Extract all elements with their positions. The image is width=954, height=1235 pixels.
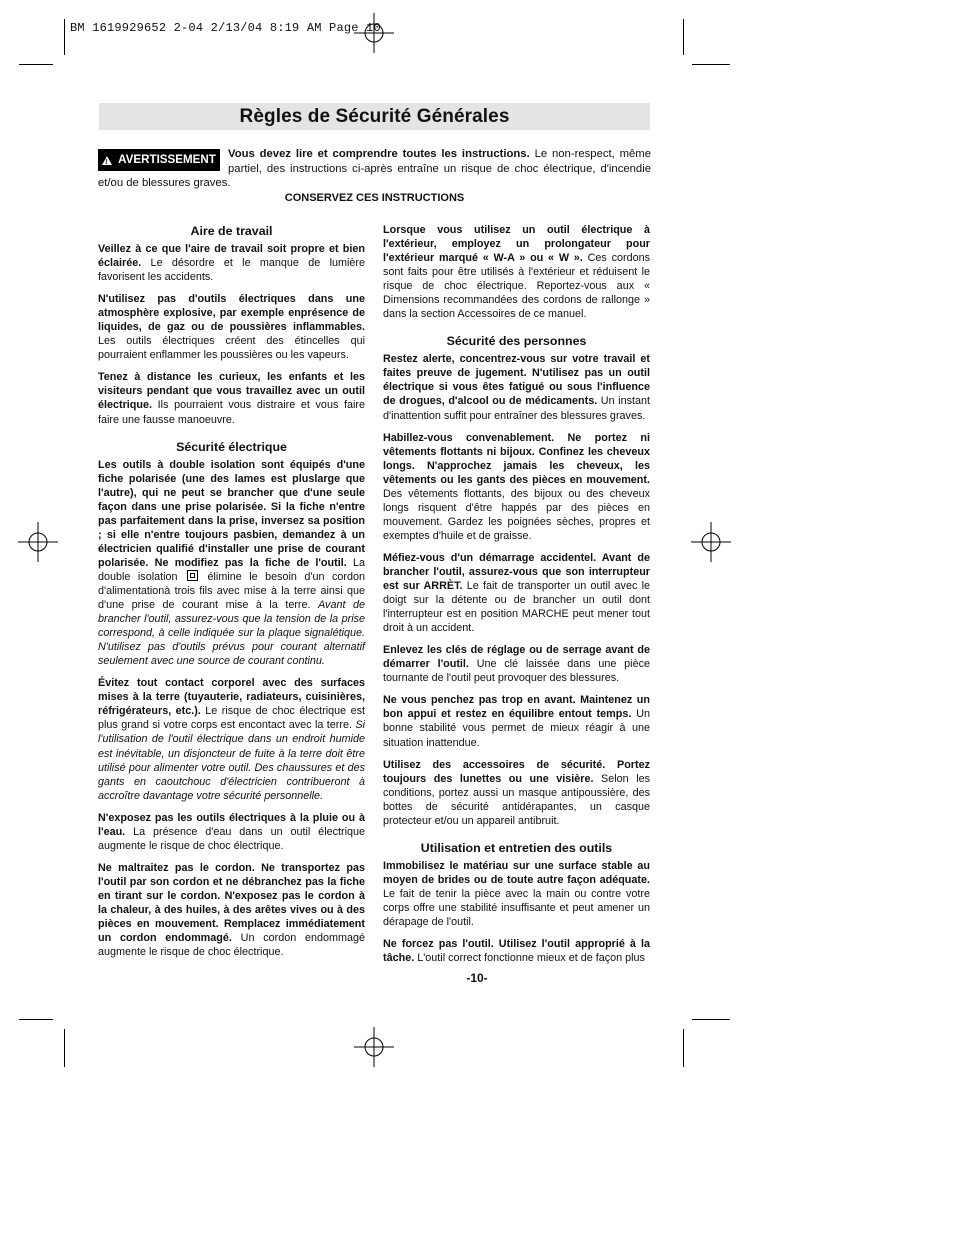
crop-mark-br-h — [692, 1019, 730, 1020]
paragraph: Les outils à double isolation sont équipés d'une fiche polarisée (une des lames est pluslarge que l'autre), qui ne peut se brancher que d'une seule façon dans une prise polarisée. Si la fiche n'entre pas parfaitement dans la prise, inversez sa position ; si elle n'entre toujours pasbien, demandez à un électricien qualifié d'installer une prise de courant polarisée. Ne modifiez pas la fiche de l'outil. La double isolation élimine le besoin d'un cordon d'alimentationà trois fils avec mise à la terre ainsi que d'une prise de courant mise à la terre. Avant de brancher l'outil, assurez-vous que la tension de la prise correspond, à celle indiquée sur la plaque signalétique. N'utilisez pas d'outils prévus pour courant alternatif seulement avec une source de courant continu. — [98, 458, 365, 668]
page-title: Règles de Sécurité Générales — [239, 105, 510, 127]
paragraph: Évitez tout contact corporel avec des surfaces mises à la terre (tuyauterie, radiateurs, cuisinières, réfrigérateurs, etc.). Le risque de choc électrique est plus grand si votre corps est encontact avec la terre. Si l'utilisation de l'outil électrique dans un endroit humide est inévitable, un disjoncteur de fuite à la terre doit être utilisé pour alimenter votre outil. Des chaussures et des gants en caoutchouc d'électricien contribueront à accroître davantage votre sécurité personnelle. — [98, 677, 365, 802]
registration-mark-top — [354, 13, 394, 53]
paragraph: Lorsque vous utilisez un outil électrique à l'extérieur, employez un prolongateur pour l'extérieur marqué « W-A » ou « W ». Ces cordons sont faits pour être utilisés à l'extérieur et réduisent le risque de choc électrique. Reportez-vous aux « Dimensions recommandées des cordons de rallonge » dans la section Accessoires de ce manuel. — [383, 224, 650, 321]
paragraph: Tenez à distance les curieux, les enfants et les visiteurs pendant que vous travaillez avec un outil électrique. Ils pourraient vous distraire et vous faire faire une fausse manoeuvre. — [98, 371, 365, 426]
warning-text: Le non-respect, même partiel, des instructions ci-après entraîne un risque de choc électrique, d'incendie et/ou de blessures graves. — [98, 148, 651, 190]
crop-mark-bl-v — [64, 1029, 65, 1067]
heading-personal-safety: Sécurité des personnes — [446, 334, 587, 349]
warning-triangle-icon — [102, 156, 112, 165]
keep-instructions: CONSERVEZ CES INSTRUCTIONS — [284, 192, 465, 204]
paragraph: Enlevez les clés de réglage ou de serrage avant de démarrer l'outil. Une clé laissée dans une pièce tournante de l'outil peut provoquer des blessures. — [383, 644, 650, 685]
paragraph: Restez alerte, concentrez-vous sur votre travail et faites preuve de jugement. N'utilisez pas un outil électrique si vous êtes fatigué ou sous l'influence de drogues, d'alcool ou de médicaments. Un instant d'inattention suffit pour entraîner des blessures graves. — [383, 353, 650, 422]
right-column — [383, 223, 650, 973]
crop-mark-tl-v — [64, 19, 65, 55]
heading-tool-use-care: Utilisation et entretien des outils — [420, 840, 613, 855]
warning-badge — [98, 149, 220, 171]
paragraph: N'exposez pas les outils électriques à la pluie ou à l'eau. La présence d'eau dans un outil électrique augmente le risque de choc électrique. — [98, 811, 365, 852]
left-column — [98, 223, 365, 967]
page-number: -10- — [466, 971, 488, 985]
registration-mark-bottom — [354, 1027, 394, 1067]
paragraph: Méfiez-vous d'un démarrage accidentel. Avant de brancher l'outil, assurez-vous que son interrupteur est sur ARRÈT. Le fait de transporter un outil avec le doigt sur la détente ou de brancher un outil dont l'interrupteur est en position MARCHE peut mener tout droit à un accident. — [383, 551, 650, 635]
warning-badge-label: AVERTISSEMENT — [118, 152, 216, 166]
paragraph: Ne vous penchez pas trop en avant. Maintenez un bon appui et restez en équilibre entout temps. Un bonne stabilité vous permet de mieux réagir à une situation inattendue. — [383, 694, 650, 749]
warning-paragraph — [98, 147, 651, 191]
title-bar — [99, 103, 650, 130]
paragraph: Veillez à ce que l'aire de travail soit propre et bien éclairée. Le désordre et le manque de lumière favorisent les accidents. — [98, 243, 365, 284]
print-slug: BM 1619929652 2-04 2/13/04 8:19 AM Page 10 — [70, 21, 381, 35]
registration-mark-left — [18, 522, 58, 562]
heading-electrical-safety: Sécurité électrique — [176, 439, 287, 454]
crop-mark-tl-h — [19, 64, 53, 65]
warning-bold: Vous devez lire et comprendre toutes les instructions. — [228, 148, 530, 160]
paragraph: Ne maltraitez pas le cordon. Ne transportez pas l'outil par son cordon et ne débranchez pas la fiche en tirant sur le cordon. N'exposez pas le cordon à la chaleur, à des huiles, à des arêtes vives ou à des pièces en mouvement. Remplacez immédiatement un cordon endommagé. Un cordon endommagé augmente le risque de choc électrique. — [98, 861, 365, 959]
paragraph: N'utilisez pas d'outils électriques dans une atmosphère explosive, par exemple enprésence de liquides, de gaz ou de poussières inflammables. Les outils électriques créent des étincelles qui pourraient enflammer les poussières ou les vapeurs. — [98, 293, 365, 362]
crop-mark-tr-v — [683, 19, 684, 55]
paragraph: Immobilisez le matériau sur une surface stable au moyen de brides ou de toute autre façon adéquate. Le fait de tenir la pièce avec la main ou contre votre corps offre une stabilité insuffisante et peut amener un dérapage de l'outil. — [383, 859, 650, 928]
crop-mark-tr-h — [692, 64, 730, 65]
paragraph: Habillez-vous convenablement. Ne portez ni vêtements flottants ni bijoux. Confinez les cheveux longs. N'approchez jamais les cheveux, les vêtements ou les gants des pièces en mouvement. Des vêtements flottants, des bijoux ou des cheveux longs risquent d'être happés par des pièces en mouvement. Gardez les poignées sèches, propres et exemptes d'huile et de graisse. — [383, 431, 650, 542]
registration-mark-right — [691, 522, 731, 562]
crop-mark-br-v — [683, 1029, 684, 1067]
paragraph: Ne forcez pas l'outil. Utilisez l'outil approprié à la tâche. L'outil correct fonctionne mieux et de façon plus — [383, 938, 650, 965]
heading-work-area: Aire de travail — [190, 224, 273, 238]
paragraph: Utilisez des accessoires de sécurité. Portez toujours des lunettes ou une visière. Selon les conditions, portez aussi un masque antipoussière, des bottes de sécurité antidérapantes, un casque protecteur et/ou un appareil antibruit. — [383, 758, 650, 827]
double-insulation-icon — [187, 570, 198, 581]
crop-mark-bl-h — [19, 1019, 53, 1020]
